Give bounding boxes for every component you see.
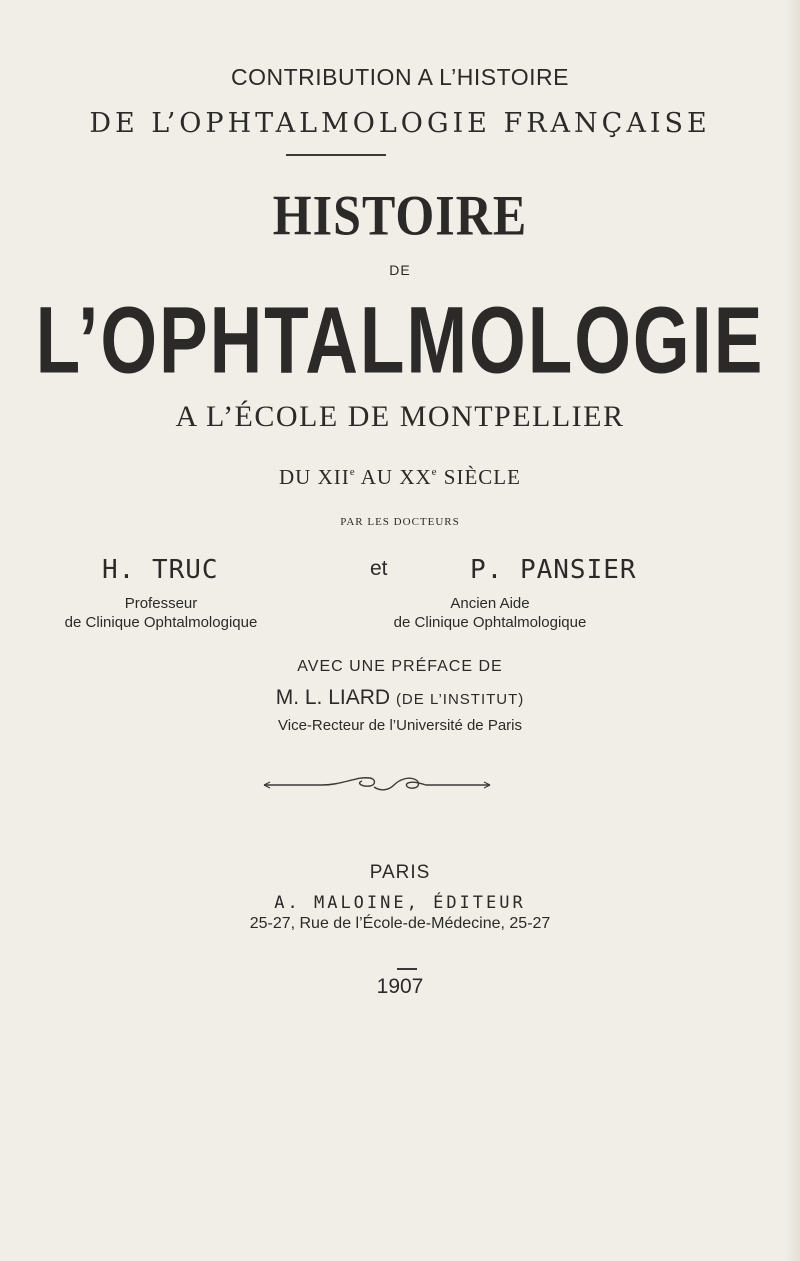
series-title-line1: CONTRIBUTION A L’HISTOIRE [231, 64, 569, 90]
author-pansier-role: Ancien Aide [450, 595, 530, 612]
series-title-line2: DE L’OPHTALMOLOGIE FRANÇAISE [89, 108, 711, 139]
authors-conjunction: et [370, 557, 388, 580]
imprint-publisher: A. MALOINE, ÉDITEUR [274, 893, 526, 913]
preface-author: M. L. LIARD (DE L’INSTITUT) [275, 686, 525, 709]
divider-rule [286, 154, 386, 156]
author-truc-role: Professeur [124, 595, 198, 612]
author-truc-name: H. TRUC [102, 555, 219, 585]
page-edge-shade [784, 0, 800, 1261]
main-title-ophtalmologie: L’OPHTALMOLOGIE [35, 287, 765, 394]
imprint-year: 1907 [376, 975, 424, 998]
main-title-histoire: HISTOIRE [272, 182, 528, 248]
authors-block [0, 555, 800, 645]
main-subtitle: A L’ÉCOLE DE MONTPELLIER [175, 400, 625, 433]
author-pansier-name: P. PANSIER [470, 555, 637, 585]
imprint-address: 25-27, Rue de l’École-de-Médecine, 25-27 [249, 915, 551, 932]
ornament-flourish-icon [262, 773, 492, 797]
preface-intro: AVEC UNE PRÉFACE DE [297, 658, 503, 675]
authors-intro: PAR LES DOCTEURS [340, 516, 460, 528]
author-pansier-role-detail: de Clinique Ophtalmologique [393, 614, 587, 631]
period-line: DU XIIe AU XXe SIÈCLE [279, 465, 521, 489]
main-title-de: DE [389, 262, 411, 278]
preface-author-role: Vice-Recteur de l’Université de Paris [278, 717, 522, 734]
short-rule [397, 968, 417, 970]
author-truc-role-detail: de Clinique Ophtalmologique [64, 614, 258, 631]
imprint-city: PARIS [369, 862, 431, 883]
